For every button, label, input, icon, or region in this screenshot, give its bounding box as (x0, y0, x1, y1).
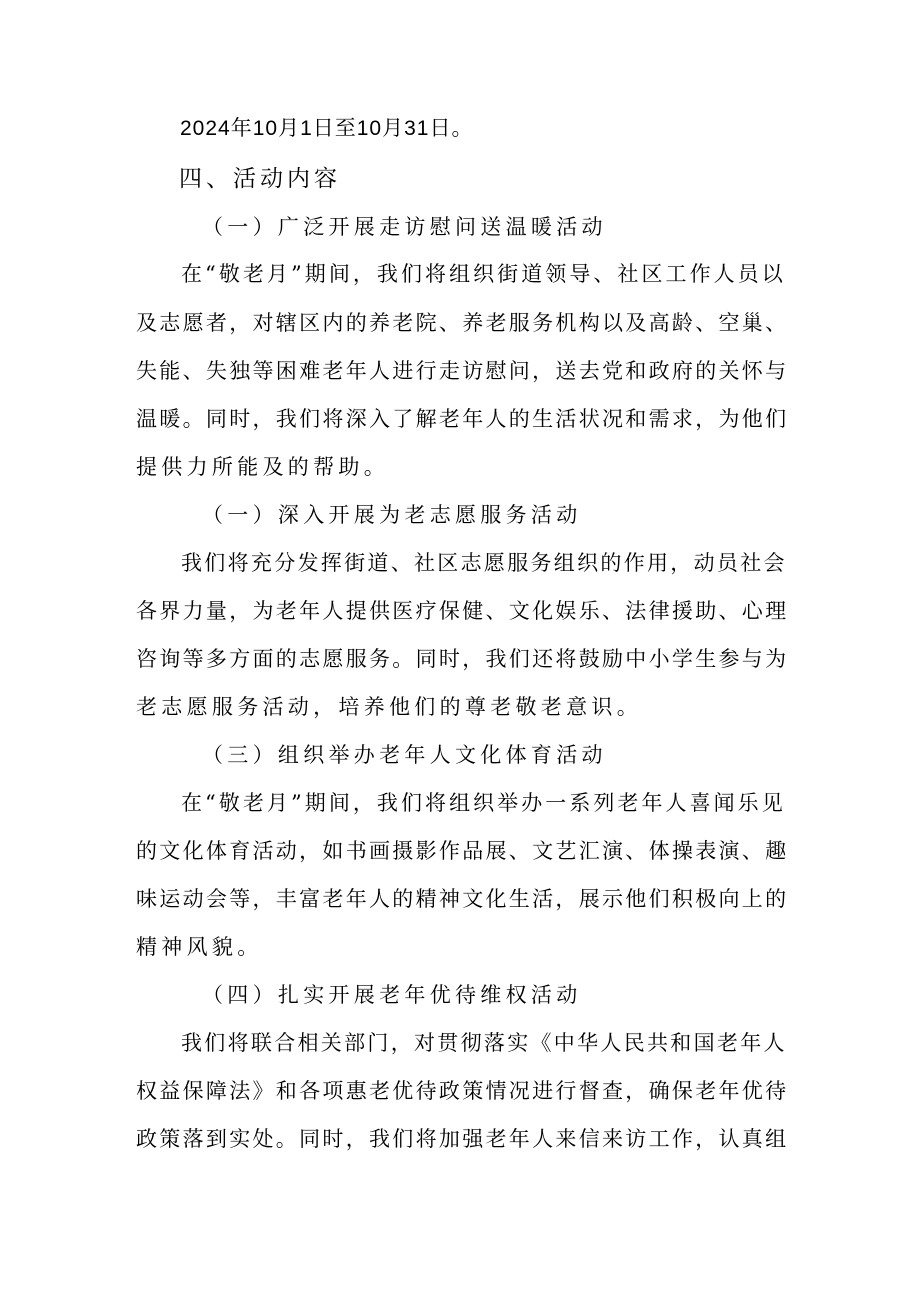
date-line: 2024年10月1日至10月31日。 (180, 117, 474, 140)
paragraph-line: 我们将联合相关部门，对贯彻落实《中华人民共和国老年人 (181, 1031, 787, 1055)
paragraph-line: 在“敬老月”期间，我们将组织街道领导、社区工作人员以 (181, 262, 786, 286)
subsection-title-1: （一）广泛开展走访慰问送温暖活动 (202, 215, 607, 239)
paragraph-line: 味运动会等，丰富老年人的精神文化生活，展示他们积极向上的 (136, 887, 789, 911)
paragraph-line: 政策落到实处。同时，我们将加强老年人来信来访工作，认真组 (136, 1127, 789, 1151)
paragraph-line: 各界力量，为老年人提供医疗保健、文化娱乐、法律援助、心理 (136, 599, 789, 623)
paragraph-line: 我们将充分发挥街道、社区志愿服务组织的作用，动员社会 (181, 551, 787, 575)
subsection-title-3: （三）组织举办老年人文化体育活动 (202, 743, 607, 767)
subsection-title-2: （一）深入开展为老志愿服务活动 (202, 503, 582, 527)
paragraph-line: 温暖。同时，我们将深入了解老年人的生活状况和需求，为他们 (136, 407, 789, 431)
paragraph-line: 在“敬老月”期间，我们将组织举办一系列老年人喜闻乐见 (181, 791, 786, 815)
paragraph-line: 咨询等多方面的志愿服务。同时，我们还将鼓励中小学生参与为 (136, 647, 789, 671)
paragraph-line: 权益保障法》和各项惠老优待政策情况进行督查，确保老年优待 (136, 1079, 789, 1103)
section-heading: 四、活动内容 (179, 166, 341, 192)
subsection-title-4: （四）扎实开展老年优待维权活动 (202, 983, 582, 1007)
paragraph-line: 及志愿者，对辖区内的养老院、养老服务机构以及高龄、空巢、 (136, 311, 789, 335)
paragraph-line: 精神风貌。 (136, 935, 263, 959)
paragraph-line: 失能、失独等困难老年人进行走访慰问，送去党和政府的关怀与 (136, 359, 789, 383)
paragraph-line: 提供力所能及的帮助。 (136, 455, 389, 479)
paragraph-line: 老志愿服务活动，培养他们的尊老敬老意识。 (136, 695, 642, 719)
paragraph-line: 的文化体育活动，如书画摄影作品展、文艺汇演、体操表演、趣 (136, 839, 789, 863)
